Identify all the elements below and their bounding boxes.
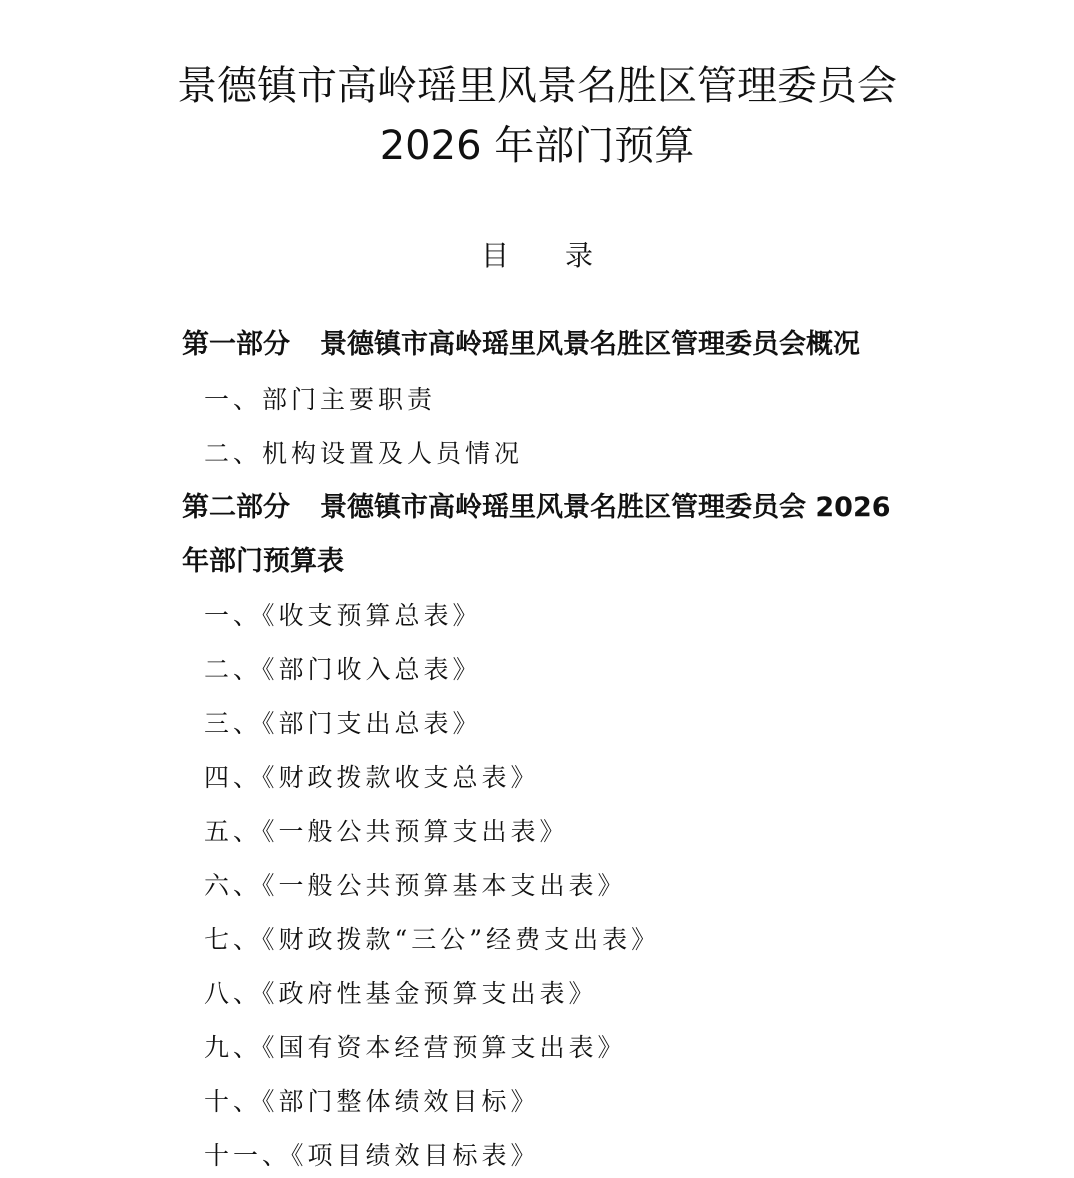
toc-item: 十一、《项目绩效目标表》 — [204, 1141, 540, 1170]
toc-item: 二、机构设置及人员情况 — [204, 439, 524, 468]
toc-part1-label: 第一部分 — [182, 329, 290, 360]
document-title-line1: 景德镇市高岭瑶里风景名胜区管理委员会 — [177, 63, 897, 109]
toc-heading-char-1: 目 — [480, 239, 509, 272]
toc-item: 三、《部门支出总表》 — [204, 709, 482, 738]
document-title-line2: 2026 年部门预算 — [379, 123, 695, 169]
toc-item: 八、《政府性基金预算支出表》 — [204, 979, 598, 1008]
toc-item: 九、《国有资本经营预算支出表》 — [204, 1033, 627, 1062]
toc-part2-heading — [182, 490, 891, 526]
toc-item: 一、部门主要职责 — [204, 385, 437, 414]
toc-item: 二、《部门收入总表》 — [204, 655, 482, 684]
toc-item: 一、《收支预算总表》 — [204, 601, 482, 630]
toc-item: 十、《部门整体绩效目标》 — [204, 1087, 540, 1116]
toc-heading — [0, 236, 1074, 276]
toc-part1-title: 景德镇市高岭瑶里风景名胜区管理委员会概况 — [320, 329, 860, 360]
toc-item: 四、《财政拨款收支总表》 — [204, 763, 540, 792]
toc-heading-char-2: 录 — [565, 239, 594, 272]
toc-part2-label: 第二部分 — [182, 492, 290, 523]
toc-item: 七、《财政拨款“三公”经费支出表》 — [204, 925, 661, 954]
toc-part2-title-line2: 年部门预算表 — [182, 546, 344, 577]
toc-item: 五、《一般公共预算支出表》 — [204, 817, 569, 846]
toc-part1-heading — [182, 327, 860, 363]
toc-item: 六、《一般公共预算基本支出表》 — [204, 871, 627, 900]
toc-part2-title-line1: 景德镇市高岭瑶里风景名胜区管理委员会 2026 — [320, 492, 891, 523]
